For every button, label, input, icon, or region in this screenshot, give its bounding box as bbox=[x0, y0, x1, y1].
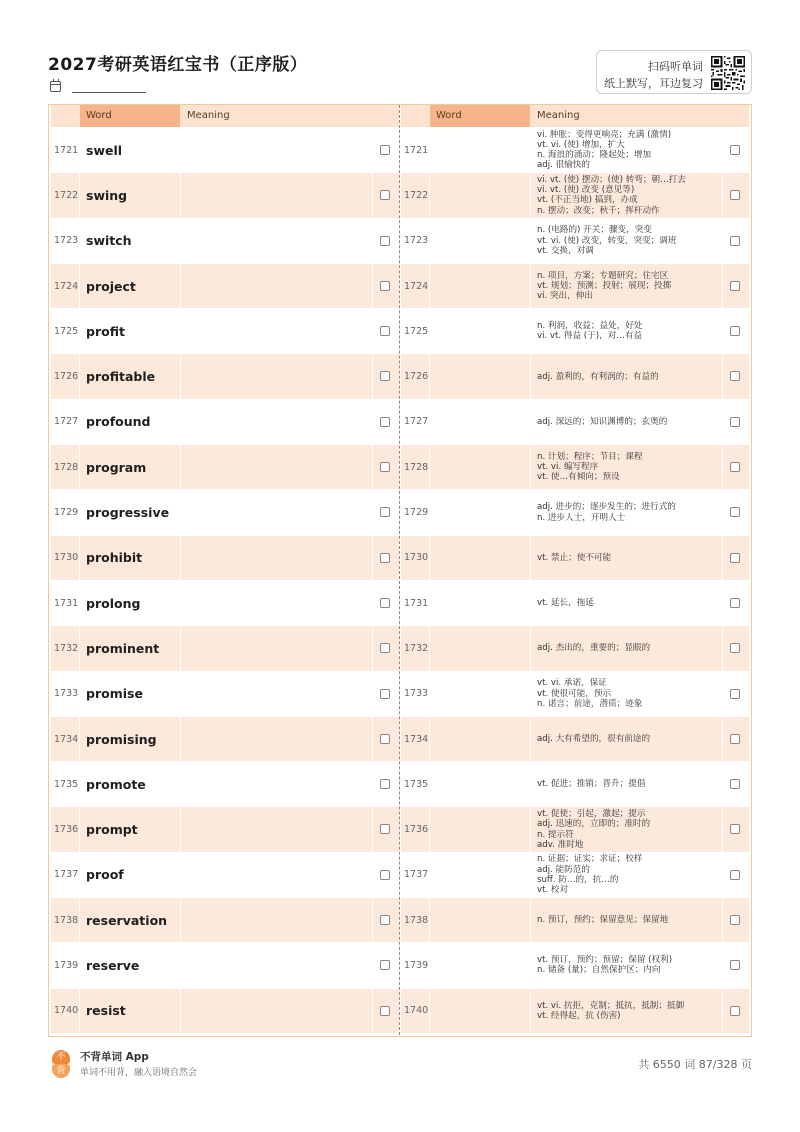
word-number: 1732 bbox=[401, 626, 429, 670]
word-cell bbox=[430, 898, 530, 942]
checkbox-icon[interactable] bbox=[730, 281, 740, 291]
checkbox-icon[interactable] bbox=[730, 643, 740, 653]
word-cell: project bbox=[80, 264, 180, 308]
checkbox-icon[interactable] bbox=[730, 553, 740, 563]
checkbox-icon[interactable] bbox=[380, 326, 390, 336]
word-number: 1739 bbox=[51, 943, 79, 987]
check-cell bbox=[373, 672, 399, 716]
table-row bbox=[401, 445, 749, 490]
header-number-cell bbox=[401, 105, 429, 127]
check-cell bbox=[373, 309, 399, 353]
meaning-cell: adj. 深远的；知识渊博的；玄奥的 bbox=[531, 400, 722, 444]
checkbox-icon[interactable] bbox=[730, 779, 740, 789]
qr-caption-1: 扫码听单词 bbox=[648, 60, 703, 73]
meaning-cell bbox=[181, 173, 372, 217]
checkbox-icon[interactable] bbox=[380, 960, 390, 970]
table-row bbox=[51, 400, 399, 445]
meaning-cell: n. (电路的) 开关；骤变，突变 vt. vi. (使) 改变，转变，突变；调班 vt. 交换，对调 bbox=[531, 219, 722, 263]
word-cell bbox=[430, 807, 530, 851]
check-cell bbox=[723, 354, 749, 398]
qr-code-icon[interactable] bbox=[711, 56, 745, 90]
word-number: 1721 bbox=[401, 128, 429, 172]
checkbox-icon[interactable] bbox=[730, 236, 740, 246]
checkbox-icon[interactable] bbox=[730, 1006, 740, 1016]
word-cell bbox=[430, 717, 530, 761]
meaning-cell: vt. 促使；引起，激起；提示 adj. 迅速的，立即的；准时的 n. 提示符 adv. 准时地 bbox=[531, 807, 722, 851]
word-cell: prominent bbox=[80, 626, 180, 670]
table-row bbox=[401, 354, 749, 399]
meaning-cell bbox=[181, 490, 372, 534]
check-cell bbox=[723, 762, 749, 806]
table-header bbox=[51, 105, 399, 127]
table-row bbox=[51, 128, 399, 173]
table-row bbox=[51, 672, 399, 717]
checkbox-icon[interactable] bbox=[380, 915, 390, 925]
word-number: 1727 bbox=[401, 400, 429, 444]
check-cell bbox=[373, 762, 399, 806]
meaning-cell bbox=[181, 898, 372, 942]
table-row bbox=[51, 898, 399, 943]
meaning-cell: n. 证据；证实；求证；校样 adj. 能防范的 suff. 防…的，抗…的 vt. 校对 bbox=[531, 853, 722, 897]
check-cell bbox=[723, 128, 749, 172]
word-cell: swell bbox=[80, 128, 180, 172]
word-cell bbox=[430, 672, 530, 716]
table-row bbox=[51, 626, 399, 671]
checkbox-icon[interactable] bbox=[380, 870, 390, 880]
check-cell bbox=[723, 400, 749, 444]
word-cell: reservation bbox=[80, 898, 180, 942]
checkbox-icon[interactable] bbox=[380, 734, 390, 744]
word-number: 1736 bbox=[401, 807, 429, 851]
check-cell bbox=[373, 943, 399, 987]
word-cell: resist bbox=[80, 989, 180, 1033]
word-number: 1737 bbox=[401, 853, 429, 897]
meaning-cell: vt. 预订，预约；预留；保留 (权利) n. 储备 (量)；自然保护区；内向 bbox=[531, 943, 722, 987]
word-number: 1725 bbox=[401, 309, 429, 353]
check-cell bbox=[723, 853, 749, 897]
checkbox-icon[interactable] bbox=[380, 145, 390, 155]
table-row bbox=[51, 717, 399, 762]
word-number: 1731 bbox=[401, 581, 429, 625]
word-cell bbox=[430, 989, 530, 1033]
table-row bbox=[401, 309, 749, 354]
meaning-cell bbox=[181, 128, 372, 172]
word-cell bbox=[430, 762, 530, 806]
checkbox-icon[interactable] bbox=[730, 145, 740, 155]
check-cell bbox=[723, 626, 749, 670]
check-cell bbox=[723, 989, 749, 1033]
table-row bbox=[51, 989, 399, 1034]
meaning-cell bbox=[181, 717, 372, 761]
checkbox-icon[interactable] bbox=[730, 915, 740, 925]
word-cell bbox=[430, 264, 530, 308]
table-row bbox=[51, 581, 399, 626]
qr-panel[interactable] bbox=[596, 50, 752, 94]
checkbox-icon[interactable] bbox=[730, 598, 740, 608]
word-cell bbox=[430, 626, 530, 670]
word-number: 1725 bbox=[51, 309, 79, 353]
table-row bbox=[401, 264, 749, 309]
check-cell bbox=[723, 807, 749, 851]
meaning-cell: vt. vi. 承诺，保证 vt. 使很可能，预示 n. 诺言；前途，潜质；迹象 bbox=[531, 672, 722, 716]
word-number: 1723 bbox=[51, 219, 79, 263]
check-cell bbox=[373, 219, 399, 263]
word-cell bbox=[430, 943, 530, 987]
app-name: 不背单词 App bbox=[80, 1051, 149, 1063]
word-cell: profit bbox=[80, 309, 180, 353]
table-row bbox=[401, 717, 749, 762]
word-number: 1722 bbox=[401, 173, 429, 217]
word-cell: promising bbox=[80, 717, 180, 761]
check-cell bbox=[723, 943, 749, 987]
word-number: 1735 bbox=[401, 762, 429, 806]
meaning-cell bbox=[181, 264, 372, 308]
meaning-cell: vi. vt. (使) 摆动；(使) 转弯；朝…打去 vi. vt. (使) 改变 (意见等) vt. (不正当地) 搞到，办成 n. 摆动；改变；秋千；挥杆动作 bbox=[531, 173, 722, 217]
check-cell bbox=[723, 581, 749, 625]
word-cell bbox=[430, 173, 530, 217]
meaning-cell: n. 计划；程序；节目；课程 vt. vi. 编写程序 vt. 使…有倾向；预设 bbox=[531, 445, 722, 489]
checkbox-icon[interactable] bbox=[730, 960, 740, 970]
meaning-cell: n. 利润，收益；益处，好处 vi. vt. 得益 (于)，对…有益 bbox=[531, 309, 722, 353]
word-number: 1729 bbox=[51, 490, 79, 534]
word-number: 1722 bbox=[51, 173, 79, 217]
word-column-half bbox=[51, 105, 399, 1035]
table-row bbox=[401, 989, 749, 1034]
word-cell: promote bbox=[80, 762, 180, 806]
word-cell bbox=[430, 219, 530, 263]
word-cell: program bbox=[80, 445, 180, 489]
word-number: 1734 bbox=[51, 717, 79, 761]
meaning-cell bbox=[181, 762, 372, 806]
word-number: 1727 bbox=[51, 400, 79, 444]
checkbox-icon[interactable] bbox=[730, 462, 740, 472]
meaning-cell bbox=[181, 581, 372, 625]
table-row bbox=[401, 173, 749, 218]
check-cell bbox=[373, 898, 399, 942]
check-cell bbox=[373, 807, 399, 851]
date-field[interactable] bbox=[50, 80, 150, 94]
word-cell bbox=[430, 128, 530, 172]
checkbox-icon[interactable] bbox=[730, 734, 740, 744]
checkbox-icon[interactable] bbox=[380, 371, 390, 381]
word-cell: switch bbox=[80, 219, 180, 263]
table-row bbox=[51, 173, 399, 218]
header-meaning: Meaning bbox=[531, 105, 722, 127]
checkbox-icon[interactable] bbox=[380, 643, 390, 653]
meaning-cell: adj. 进步的；逐步发生的；进行式的 n. 进步人士，开明人士 bbox=[531, 490, 722, 534]
table-row bbox=[401, 128, 749, 173]
checkbox-icon[interactable] bbox=[380, 553, 390, 563]
check-cell bbox=[373, 490, 399, 534]
vocab-sheet bbox=[48, 104, 752, 1037]
meaning-cell: adj. 杰出的，重要的；显眼的 bbox=[531, 626, 722, 670]
word-cell: reserve bbox=[80, 943, 180, 987]
header-check-cell bbox=[723, 105, 749, 127]
word-number: 1724 bbox=[51, 264, 79, 308]
meaning-cell: vt. vi. 抗拒，克制；抵抗，抵制；抵御 vt. 经得起，抗 (伤害) bbox=[531, 989, 722, 1033]
word-cell: promise bbox=[80, 672, 180, 716]
word-cell: proof bbox=[80, 853, 180, 897]
check-cell bbox=[723, 717, 749, 761]
word-cell bbox=[430, 354, 530, 398]
header-number-cell bbox=[51, 105, 79, 127]
checkbox-icon[interactable] bbox=[380, 1006, 390, 1016]
table-row bbox=[51, 309, 399, 354]
check-cell bbox=[723, 309, 749, 353]
word-number: 1730 bbox=[51, 536, 79, 580]
word-number: 1726 bbox=[51, 354, 79, 398]
meaning-cell: n. 预订，预约；保留意见；保留地 bbox=[531, 898, 722, 942]
word-number: 1737 bbox=[51, 853, 79, 897]
checkbox-icon[interactable] bbox=[730, 870, 740, 880]
word-rows bbox=[51, 128, 399, 1034]
table-row bbox=[401, 762, 749, 807]
word-number: 1740 bbox=[51, 989, 79, 1033]
meaning-column-half bbox=[401, 105, 749, 1035]
checkbox-icon[interactable] bbox=[730, 689, 740, 699]
meaning-cell bbox=[181, 943, 372, 987]
app-slogan: 单词不用背，融入语境自然会 bbox=[80, 1068, 198, 1078]
check-cell bbox=[373, 626, 399, 670]
word-cell bbox=[430, 445, 530, 489]
checkbox-icon[interactable] bbox=[380, 689, 390, 699]
word-number: 1735 bbox=[51, 762, 79, 806]
checkbox-icon[interactable] bbox=[380, 779, 390, 789]
header-word: Word bbox=[430, 105, 530, 127]
meaning-cell: vi. 肿胀；变得更响亮；充满 (激情) vt. vi. (使) 增加，扩大 n. 海浪的涌动；隆起处；增加 adj. 很愉快的 bbox=[531, 128, 722, 172]
word-number: 1739 bbox=[401, 943, 429, 987]
table-row bbox=[51, 264, 399, 309]
word-number: 1733 bbox=[401, 672, 429, 716]
table-row bbox=[51, 536, 399, 581]
table-row bbox=[51, 354, 399, 399]
check-cell bbox=[723, 264, 749, 308]
table-row bbox=[51, 807, 399, 852]
header-meaning: Meaning bbox=[181, 105, 372, 127]
page-counter: 共 6550 词 87/328 页 bbox=[638, 1058, 752, 1071]
meaning-cell: vt. 促进；推销；晋升；提倡 bbox=[531, 762, 722, 806]
meaning-cell: vt. 延长，拖延 bbox=[531, 581, 722, 625]
meaning-cell bbox=[181, 672, 372, 716]
word-number: 1738 bbox=[401, 898, 429, 942]
word-number: 1732 bbox=[51, 626, 79, 670]
table-row bbox=[401, 626, 749, 671]
checkbox-icon[interactable] bbox=[730, 371, 740, 381]
word-cell bbox=[430, 581, 530, 625]
checkbox-icon[interactable] bbox=[380, 598, 390, 608]
word-number: 1723 bbox=[401, 219, 429, 263]
table-row bbox=[401, 943, 749, 988]
word-number: 1730 bbox=[401, 536, 429, 580]
word-cell bbox=[430, 309, 530, 353]
check-cell bbox=[373, 445, 399, 489]
table-row bbox=[401, 400, 749, 445]
table-row bbox=[401, 219, 749, 264]
table-row bbox=[51, 762, 399, 807]
meaning-cell bbox=[181, 354, 372, 398]
word-cell bbox=[430, 490, 530, 534]
meaning-cell bbox=[181, 219, 372, 263]
meaning-cell bbox=[181, 536, 372, 580]
word-number: 1728 bbox=[51, 445, 79, 489]
word-number: 1740 bbox=[401, 989, 429, 1033]
word-number: 1734 bbox=[401, 717, 429, 761]
check-cell bbox=[373, 264, 399, 308]
calendar-icon bbox=[50, 81, 61, 92]
check-cell bbox=[723, 445, 749, 489]
table-row bbox=[51, 219, 399, 264]
word-number: 1736 bbox=[51, 807, 79, 851]
check-cell bbox=[373, 717, 399, 761]
table-row bbox=[401, 490, 749, 535]
check-cell bbox=[723, 536, 749, 580]
checkbox-icon[interactable] bbox=[380, 190, 390, 200]
word-cell: prolong bbox=[80, 581, 180, 625]
word-cell: profitable bbox=[80, 354, 180, 398]
checkbox-icon[interactable] bbox=[730, 190, 740, 200]
checkbox-icon[interactable] bbox=[380, 236, 390, 246]
check-cell bbox=[723, 173, 749, 217]
word-number: 1724 bbox=[401, 264, 429, 308]
table-row bbox=[401, 807, 749, 852]
check-cell bbox=[373, 128, 399, 172]
checkbox-icon[interactable] bbox=[380, 824, 390, 834]
header-word: Word bbox=[80, 105, 180, 127]
meaning-cell bbox=[181, 400, 372, 444]
checkbox-icon[interactable] bbox=[730, 417, 740, 427]
check-cell bbox=[723, 219, 749, 263]
table-row bbox=[401, 581, 749, 626]
word-cell: prompt bbox=[80, 807, 180, 851]
date-underline bbox=[72, 92, 146, 93]
check-cell bbox=[723, 898, 749, 942]
logo-bottom-char: 背 bbox=[52, 1064, 70, 1078]
meaning-cell: adj. 盈利的，有利润的；有益的 bbox=[531, 354, 722, 398]
word-number: 1733 bbox=[51, 672, 79, 716]
word-cell: progressive bbox=[80, 490, 180, 534]
checkbox-icon[interactable] bbox=[380, 417, 390, 427]
fold-divider bbox=[399, 105, 400, 1035]
meaning-cell: n. 项目，方案；专题研究；住宅区 vt. 规划；预测；投射；展现；投掷 vi. 突出，伸出 bbox=[531, 264, 722, 308]
meaning-cell bbox=[181, 626, 372, 670]
word-cell: prohibit bbox=[80, 536, 180, 580]
qr-caption-2: 纸上默写，耳边复习 bbox=[604, 77, 703, 90]
word-cell bbox=[430, 400, 530, 444]
meaning-cell bbox=[181, 309, 372, 353]
table-row bbox=[401, 672, 749, 717]
meaning-cell: adj. 大有希望的，很有前途的 bbox=[531, 717, 722, 761]
word-cell bbox=[430, 853, 530, 897]
word-cell: profound bbox=[80, 400, 180, 444]
meaning-cell bbox=[181, 853, 372, 897]
word-number: 1721 bbox=[51, 128, 79, 172]
meaning-cell bbox=[181, 445, 372, 489]
check-cell bbox=[723, 490, 749, 534]
word-number: 1731 bbox=[51, 581, 79, 625]
check-cell bbox=[373, 536, 399, 580]
checkbox-icon[interactable] bbox=[730, 326, 740, 336]
word-number: 1726 bbox=[401, 354, 429, 398]
checkbox-icon[interactable] bbox=[380, 281, 390, 291]
word-number: 1729 bbox=[401, 490, 429, 534]
table-row bbox=[51, 490, 399, 535]
word-number: 1728 bbox=[401, 445, 429, 489]
table-row bbox=[401, 853, 749, 898]
checkbox-icon[interactable] bbox=[730, 507, 740, 517]
table-header bbox=[401, 105, 749, 127]
meaning-rows bbox=[401, 128, 749, 1034]
table-row bbox=[401, 536, 749, 581]
table-row bbox=[51, 943, 399, 988]
logo-top-char: 不 bbox=[52, 1050, 70, 1064]
check-cell bbox=[373, 354, 399, 398]
meaning-cell: vt. 禁止；使不可能 bbox=[531, 536, 722, 580]
checkbox-icon[interactable] bbox=[730, 824, 740, 834]
page-title: 2027考研英语红宝书（正序版） bbox=[48, 55, 308, 75]
app-logo bbox=[52, 1050, 72, 1078]
table-row bbox=[401, 898, 749, 943]
check-cell bbox=[373, 400, 399, 444]
checkbox-icon[interactable] bbox=[380, 462, 390, 472]
table-row bbox=[51, 853, 399, 898]
check-cell bbox=[373, 173, 399, 217]
meaning-cell bbox=[181, 989, 372, 1033]
check-cell bbox=[373, 989, 399, 1033]
header-check-cell bbox=[373, 105, 399, 127]
checkbox-icon[interactable] bbox=[380, 507, 390, 517]
check-cell bbox=[373, 853, 399, 897]
meaning-cell bbox=[181, 807, 372, 851]
check-cell bbox=[723, 672, 749, 716]
table-row bbox=[51, 445, 399, 490]
word-cell: swing bbox=[80, 173, 180, 217]
word-cell bbox=[430, 536, 530, 580]
check-cell bbox=[373, 581, 399, 625]
word-number: 1738 bbox=[51, 898, 79, 942]
